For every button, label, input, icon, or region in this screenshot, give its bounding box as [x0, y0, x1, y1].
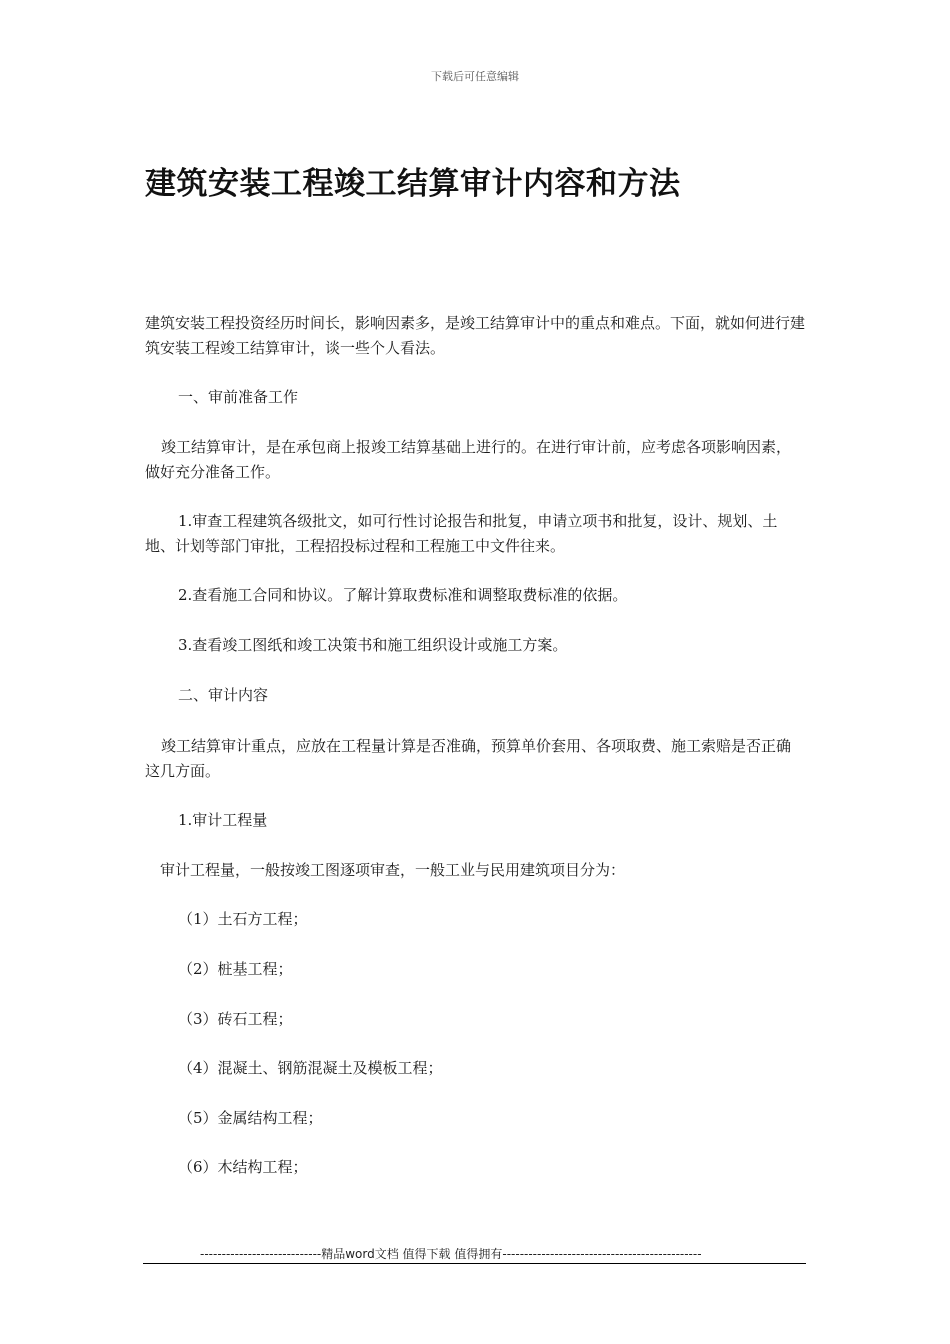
intro-paragraph: 建筑安装工程投资经历时间长，影响因素多，是竣工结算审计中的重点和难点。下面，就如何进行建筑安装工程竣工结算审计，谈一些个人看法。: [145, 314, 806, 357]
list-item: （2）桩基工程；: [178, 960, 293, 978]
header-note: 下载后可任意编辑: [431, 70, 519, 83]
list-item: （6）木结构工程；: [178, 1158, 308, 1176]
section1-item: 1.审查工程建筑各级批文，如可行性讨论报告和批复，申请立项书和批复，设计、规划、土地、计划等部门审批，工程招投标过程和工程施工中文件往来。: [145, 512, 778, 555]
section1-heading: 一、审前准备工作: [178, 388, 299, 406]
section1-text: 竣工结算审计，是在承包商上报竣工结算基础上进行的。在进行审计前，应考虑各项影响因素，做好充分准备工作。: [145, 438, 792, 481]
document-title: 建筑安装工程竣工结算审计内容和方法: [145, 166, 681, 202]
section2-heading: 二、审计内容: [178, 686, 269, 704]
footer-divider: [143, 1263, 806, 1264]
footer-text: ----------------------------精品word文档 值得下载 值得拥有----------------------------------------------: [200, 1247, 702, 1261]
section2-text: 竣工结算审计重点，应放在工程量计算是否准确，预算单价套用、各项取费、施工索赔是否正确这几方面。: [145, 737, 792, 780]
section1-item: 2.查看施工合同和协议。了解计算取费标准和调整取费标准的依据。: [178, 586, 628, 604]
section1-item: 3.查看竣工图纸和竣工决策书和施工组织设计或施工方案。: [178, 636, 568, 654]
list-item: （5）金属结构工程；: [178, 1109, 323, 1127]
list-item: （4）混凝土、钢筋混凝土及模板工程；: [178, 1059, 443, 1077]
list-item: （1）土石方工程；: [178, 910, 308, 928]
section2-sub-text: 审计工程量，一般按竣工图逐项审查，一般工业与民用建筑项目分为：: [160, 861, 626, 879]
list-item: （3）砖石工程；: [178, 1010, 293, 1028]
section2-sub-heading: 1.审计工程量: [178, 811, 268, 829]
